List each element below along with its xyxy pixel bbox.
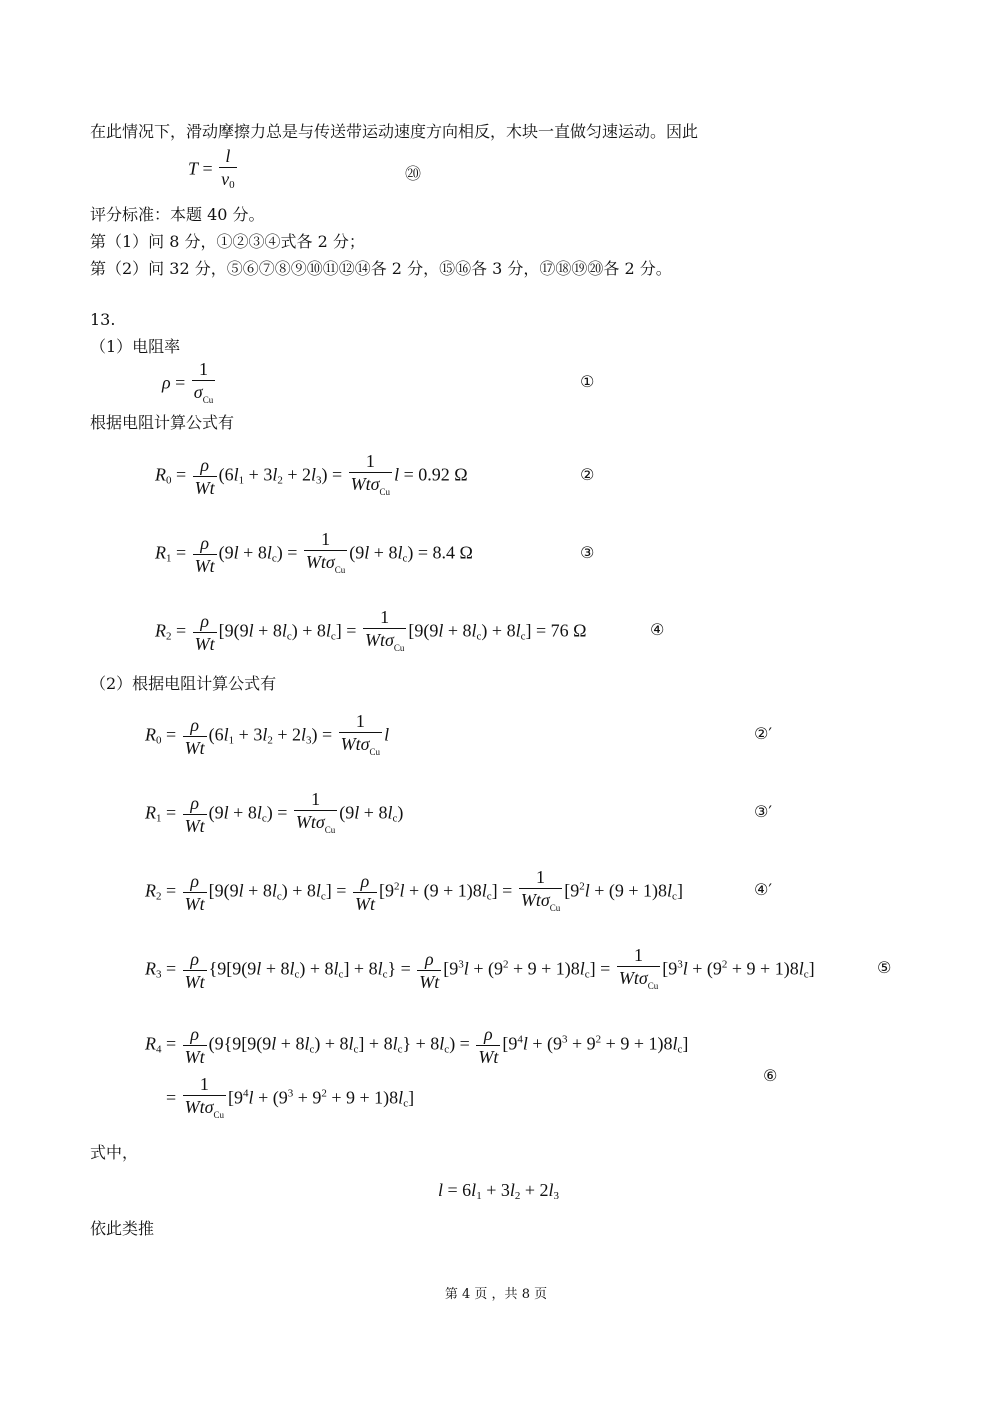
formula-R4-line2: = $\frac{1}{Wt\sigma_{Cu}}$ $[9^4l + (9^3 + 9^2 + 9 + 1)8l_c]$: [166, 1074, 415, 1120]
marker-3-prime: ③′: [754, 802, 772, 821]
R2-value: 76 Ω: [550, 620, 587, 641]
marker-4-prime: ④′: [754, 880, 772, 899]
where-text: 式中，: [90, 1143, 139, 1162]
R0-value: 0.92 Ω: [418, 464, 468, 485]
part1-label: （1）电阻率: [90, 337, 181, 356]
formula-rho: ρ = $\frac{1}{\sigma_{Cu}}$: [162, 359, 214, 405]
page-footer: 第 4 页 ，共 8 页: [444, 1287, 548, 1302]
marker-2: ②: [580, 465, 595, 484]
formula-marker-20: ⑳: [405, 164, 422, 183]
scoring-title: 评分标准：本题 40 分。: [90, 205, 265, 224]
formula-R1-general: $R_1$ = $\frac{\rho}{Wt}$ $(9l + 8l_c)$ = $\frac{1}{Wt\sigma_{Cu}}$ $(9l + 8l_c)$: [145, 789, 404, 836]
text-formula-1: 根据电阻计算公式有: [90, 413, 235, 432]
question-number: 13.: [90, 310, 116, 329]
formula-R2-general: $R_2$ = $\frac{\rho}{Wt}$ $[9(9l + 8l_c) + 8l_c]$ = $\frac{\rho}{Wt}$ $[9^2l + (9 + 1)8l_c]$ = $\frac{1}{Wt\sigma_{Cu}}$ $[9^2l + (9 + 1)8l_c]$: [145, 867, 683, 914]
formula-R3: $R_3$ = $\frac{\rho}{Wt}$ $\{9[9(9l + 8l_c) + 8l_c] + 8l_c\}$ = $\frac{\rho}{Wt}$ $[9^3l + (9^2 + 9 + 1)8l_c]$ = $\frac{1}{Wt\sigma_{Cu}}$ $[9^3l + (9^2 + 9 + 1)8l_c]$: [145, 945, 815, 992]
scoring-part1: 第（1）问 8 分，①②③④式各 2 分；: [90, 232, 365, 251]
marker-2-prime: ②′: [754, 724, 772, 743]
formula-R0-general: $R_0$ = $\frac{\rho}{Wt}$ $(6l_1 + 3l_2 + 2l_3)$ = $\frac{1}{Wt\sigma_{Cu}}$ l: [145, 711, 390, 758]
marker-1: ①: [580, 372, 595, 391]
scoring-part2: 第（2）问 32 分，⑤⑥⑦⑧⑨⑩⑪⑫⑭各 2 分，⑮⑯各 3 分，⑰⑱⑲⑳各 2 分。: [90, 259, 672, 278]
formula-l: $l = 6l_1 + 3l_2 + 2l_3$: [438, 1180, 560, 1202]
by-analogy-text: 依此类推: [90, 1219, 155, 1238]
part2-label: （2）根据电阻计算公式有: [90, 674, 277, 693]
formula-R4-line1: $R_4$ = $\frac{\rho}{Wt}$ $(9\{9[9(9l + 8l_c) + 8l_c] + 8l_c\} + 8l_c)$ = $\frac{\rho}{Wt}$ $[9^4l + (9^3 + 9^2 + 9 + 1)8l_c]$: [145, 1024, 689, 1067]
formula-R0-value: $R_0$ = $\frac{\rho}{Wt}$ $(6l_1 + 3l_2 + 2l_3)$ = $\frac{1}{Wt\sigma_{Cu}}$ l = 0.92 Ω: [155, 451, 468, 498]
marker-6: ⑥: [763, 1066, 778, 1085]
formula-R1-value: $R_1$ = $\frac{\rho}{Wt}$ $(9l + 8l_c)$ = $\frac{1}{Wt\sigma_{Cu}}$ $(9l + 8l_c) = 8.4$ Ω: [155, 529, 473, 576]
marker-3: ③: [580, 543, 595, 562]
intro-text: 在此情况下，滑动摩擦力总是与传送带运动速度方向相反，木块一直做匀速运动。因此: [90, 122, 699, 141]
marker-4: ④: [650, 620, 665, 639]
formula-R2-value: $R_2$ = $\frac{\rho}{Wt}$ $[9(9l + 8l_c) + 8l_c]$ = $\frac{1}{Wt\sigma_{Cu}}$ $[9(9l + 8l_c) + 8l_c] = 76$ Ω: [155, 607, 587, 654]
marker-5: ⑤: [877, 958, 892, 977]
R1-value: 8.4 Ω: [432, 542, 473, 563]
formula-T: T = $\frac{l}{v_0}$: [188, 146, 235, 191]
